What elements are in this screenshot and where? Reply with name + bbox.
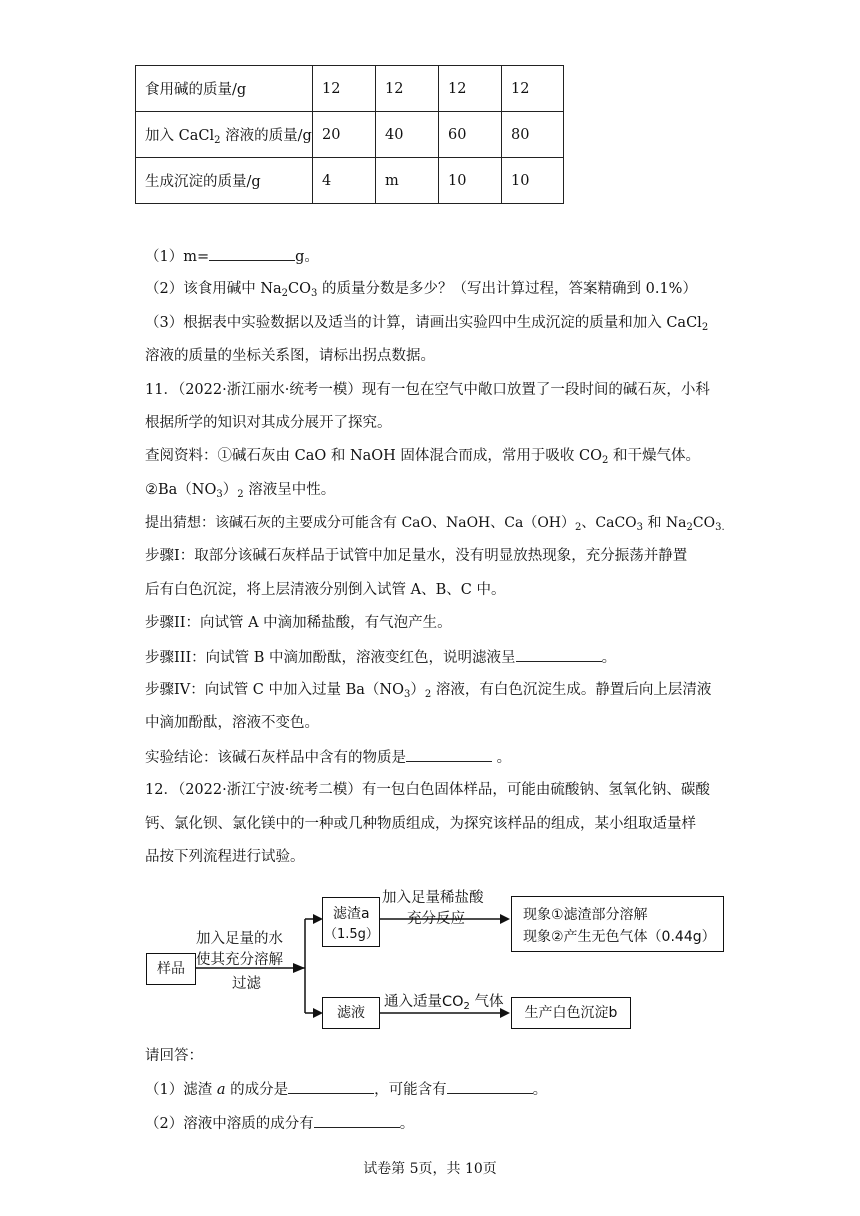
subscript: 2 <box>237 489 244 500</box>
step1-label: 使其充分溶解 <box>196 952 283 968</box>
text: 实验结论：该碱石灰样品中含有的物质是 <box>145 750 406 766</box>
text: 溶液呈中性。 <box>243 482 336 498</box>
q12-part2 <box>145 1113 414 1134</box>
text: ） <box>222 482 238 498</box>
table-cell: 12 <box>376 66 439 112</box>
subscript: 2 <box>575 522 582 533</box>
filtrate-box: 滤液 <box>322 997 380 1029</box>
text: （1）m= <box>145 249 210 265</box>
text: 溶液，有白色沉淀生成。静置后向上层清液 <box>431 682 712 698</box>
text: ②Ba（NO <box>145 482 217 498</box>
q12-line: 钙、氯化钡、氯化镁中的一种或几种物质组成，为探究该样品的组成，某小组取适量样 <box>145 816 696 832</box>
q12-ask: 请回答： <box>145 1048 203 1064</box>
label-part: 溶液的质量/g <box>220 128 312 144</box>
q11-line: 步骤II：向试管 A 中滴加稀盐酸，有气泡产生。 <box>145 615 452 631</box>
q11-line: 步骤I：取部分该碱石灰样品于试管中加足量水，没有明显放热现象，充分振荡并静置 <box>145 548 688 564</box>
text: （2）该食用碱中 Na <box>145 281 282 297</box>
acid-label: 充分反应 <box>407 911 465 927</box>
text: ，可能含有 <box>374 1082 447 1098</box>
text: 。 <box>532 1082 548 1098</box>
row-label: 食用碱的质量/g <box>136 66 313 112</box>
residue-label: 滤渣a <box>333 906 370 922</box>
subscript: 2 <box>686 522 693 533</box>
text: （3）根据表中实验数据以及适当的计算，请画出实验四中生成沉淀的质量和加入 CaCl <box>145 315 702 331</box>
text: 的质量分数是多少？（写出计算过程，答案精确到 0.1%） <box>317 281 697 297</box>
q10-part3-line2: 溶液的质量的坐标关系图，请标出拐点数据。 <box>145 348 435 364</box>
residue-mass: （1.5g） <box>324 927 379 942</box>
text: （1）滤渣 <box>145 1082 217 1098</box>
table-cell: 10 <box>439 158 502 204</box>
text: （2）溶液中溶质的成分有 <box>145 1116 314 1132</box>
residue-box <box>322 897 380 947</box>
table-cell: 10 <box>502 158 564 204</box>
row-label: 生成沉淀的质量/g <box>136 158 313 204</box>
text: ） <box>410 682 425 698</box>
subscript: 3 <box>636 522 644 533</box>
table-cell: 4 <box>313 158 376 204</box>
subscript: 3 <box>216 489 223 500</box>
subscript: 2 <box>701 322 709 333</box>
text: 的成分是 <box>225 1082 289 1098</box>
page-footer: 试卷第 5页，共 10页 <box>363 1161 497 1177</box>
text: 和干燥气体。 <box>608 448 701 464</box>
subscript: 2 <box>602 455 609 466</box>
answer-blank[interactable] <box>447 1079 533 1094</box>
text: CO <box>288 281 312 297</box>
label-part: 加入 CaCl <box>145 128 215 144</box>
subscript: 3 <box>404 689 411 700</box>
step1-label: 加入足量的水 <box>196 931 283 947</box>
subscript: 3. <box>715 522 725 533</box>
subscript: 2 <box>424 689 432 700</box>
subscript: 2 <box>463 1001 470 1012</box>
sample-box: 样品 <box>146 953 196 985</box>
phenomenon-1: 现象①滤渣部分溶解 <box>523 907 648 923</box>
q11-line: 11．（2022·浙江丽水·统考一模）现有一包在空气中敞口放置了一段时间的碱石灰，小科 <box>145 382 710 398</box>
text: 气体 <box>469 994 504 1010</box>
q11-line: 后有白色沉淀，将上层清液分别倒入试管 A、B、C 中。 <box>145 582 506 598</box>
table-cell: 80 <box>502 112 564 158</box>
text: 步骤III：向试管 B 中滴加酚酞，溶液变红色，说明滤液呈 <box>145 650 516 666</box>
q12-line: 12．（2022·浙江宁波·统考二模）有一包白色固体样品，可能由硫酸钠、氢氧化钠、碳酸 <box>145 782 710 798</box>
text: 。 <box>601 650 617 666</box>
table-cell: 12 <box>439 66 502 112</box>
acid-label: 加入足量稀盐酸 <box>382 890 484 906</box>
table-cell: m <box>376 158 439 204</box>
subscript: 2 <box>214 135 221 146</box>
q12-line: 品按下列流程进行试验。 <box>145 849 305 865</box>
text: 和 Na <box>643 515 687 531</box>
answer-blank[interactable] <box>288 1079 374 1094</box>
step1-label: 过滤 <box>232 976 261 992</box>
q12-part1 <box>145 1079 547 1100</box>
phenomenon-2: 现象②产生无色气体（0.44g） <box>523 929 716 945</box>
text: CO <box>692 515 716 531</box>
subscript: 3 <box>311 288 318 299</box>
q11-line: 中滴加酚酞，溶液不变色。 <box>145 715 319 731</box>
text: 查阅资料：①碱石灰由 CaO 和 NaOH 固体混合而成，常用于吸收 CO <box>145 448 603 464</box>
text: 、CaCO <box>581 515 637 531</box>
text: 通入适量CO <box>384 994 464 1010</box>
q11-line: 根据所学的知识对其成分展开了探究。 <box>145 415 392 431</box>
white-precipitate-box: 生产白色沉淀b <box>511 997 631 1029</box>
subscript: 2 <box>281 288 289 299</box>
text: 。 <box>399 1116 415 1132</box>
text: 提出猜想：该碱石灰的主要成分可能含有 CaO、NaOH、Ca（OH） <box>145 515 576 531</box>
table-cell: 12 <box>502 66 564 112</box>
table-cell: 12 <box>313 66 376 112</box>
table-cell: 40 <box>376 112 439 158</box>
answer-blank[interactable] <box>314 1113 400 1128</box>
text: 。 <box>492 750 512 766</box>
text: a <box>216 1082 226 1098</box>
co2-label <box>384 990 504 1011</box>
table-cell: 20 <box>313 112 376 158</box>
phenomenon-box <box>511 896 724 952</box>
text: 步骤IV：向试管 C 中加入过量 Ba（NO <box>145 682 404 698</box>
text: g。 <box>295 249 319 265</box>
table-cell: 60 <box>439 112 502 158</box>
